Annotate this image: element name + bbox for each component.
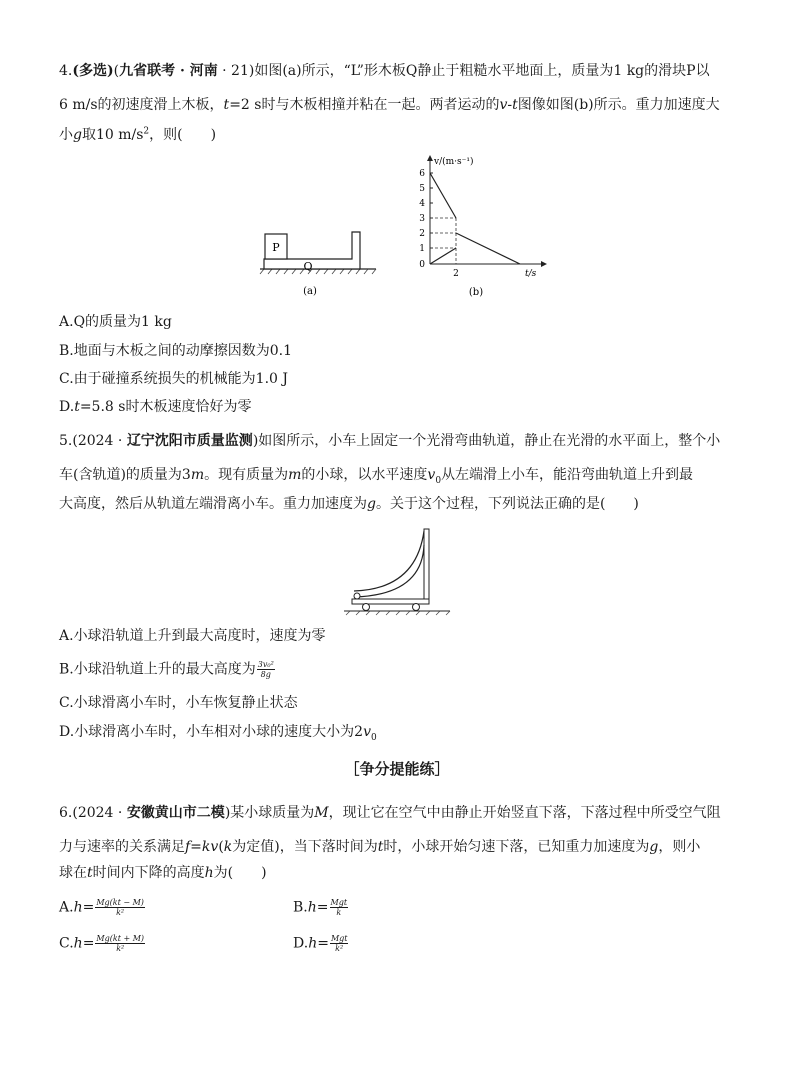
q4-source-tail: · 21) — [217, 63, 255, 79]
q5-option-a-text: 小球沿轨道上升到最大高度时，速度为零 — [73, 628, 326, 644]
q6-line2 — [59, 838, 700, 856]
q6-text-2b: ( — [218, 839, 224, 855]
q6-var-g: g — [649, 839, 659, 855]
q6-option-a-h: h= — [73, 899, 95, 916]
q4-option-b-text: 地面与木板之间的动摩擦因数为0.1 — [73, 343, 293, 359]
q6-text-1b: ，现让它在空气中由静止开始竖直下落，下落过程中所受空气阻 — [328, 805, 721, 821]
q5-option-d-text: 小球滑离小车时，小车相对小球的速度大小为2 — [74, 724, 364, 740]
q5-option-a-label: A. — [59, 628, 74, 644]
q5-option-d-label: D. — [59, 724, 75, 740]
q5-source: 辽宁沈阳市质量监测 — [126, 433, 253, 449]
q6-option-c[interactable] — [59, 934, 146, 953]
q4-option-a-label: A. — [59, 314, 74, 330]
cart-wall — [424, 529, 429, 599]
guide-lines — [430, 218, 456, 264]
q5-source-open: (2024 · — [72, 433, 127, 449]
q4-text-2c: 图像如图(b)所示。重力加速度大 — [517, 97, 720, 113]
v-tick-3: 3 — [419, 214, 425, 224]
q6-var-h: h — [204, 865, 214, 881]
v-tick-5: 5 — [419, 184, 425, 194]
q4-var-g: g — [73, 127, 82, 143]
ground-hatch — [260, 269, 376, 274]
q4-option-a[interactable] — [59, 313, 172, 331]
q4-text-3a: 小 — [59, 127, 73, 143]
q6-text-2d: 时，小球开始匀速下落，已知重力加速度为 — [383, 839, 650, 855]
fig-a-caption: (a) — [303, 286, 317, 297]
q4-option-b-label: B. — [59, 343, 74, 359]
fraction-numerator: Mg(kt − M) — [96, 898, 144, 907]
q4-option-a-text: Q的质量为1 kg — [73, 314, 172, 330]
q5-option-b-text: 小球沿轨道上升的最大高度为 — [73, 661, 256, 678]
q6-option-d[interactable] — [293, 934, 349, 953]
q4-option-c-label: C. — [59, 371, 74, 387]
q4-figure-b — [408, 150, 558, 300]
q4-text-3b: 取10 m/s — [81, 127, 144, 143]
q5-cart-figure — [340, 525, 460, 617]
fraction-numerator: Mgt — [330, 898, 348, 907]
q4-var-vt: v-t — [499, 97, 518, 113]
q6-option-b-label: B. — [293, 899, 308, 916]
q-velocity-line — [430, 248, 456, 264]
q4-source: 九省联考 · 河南 — [119, 63, 218, 79]
curved-track-inner — [354, 531, 424, 591]
fraction-numerator: 3v₀² — [257, 660, 274, 669]
q6-var-t: t — [377, 839, 384, 855]
q5-option-c-text: 小球滑离小车时，小车恢复静止状态 — [73, 695, 298, 711]
cart-wheel-right — [413, 604, 420, 611]
ball — [354, 593, 360, 599]
q6-text-2e: ，则小 — [658, 839, 701, 855]
q4-text-1: 如图(a)所示，“L”形木板Q静止于粗糙水平地面上，质量为1 kg的滑块P以 — [254, 63, 710, 79]
v-tick-4: 4 — [419, 199, 425, 209]
q6-var-f: f=kv — [185, 839, 219, 855]
q6-option-c-h: h= — [73, 935, 95, 952]
q5-var-m: m — [190, 467, 205, 483]
q4-tag: (多选) — [72, 63, 114, 79]
fraction-numerator: Mgt — [330, 934, 348, 943]
block-p-label: P — [272, 241, 280, 254]
q6-source-open: (2024 · — [72, 805, 127, 821]
q6-text-3b: 时间内下降的高度 — [92, 865, 205, 881]
fraction-denominator: k² — [116, 908, 125, 917]
fraction-numerator: Mg(kt + M) — [96, 934, 145, 943]
q5-line3 — [59, 495, 639, 513]
v-axis-label: v/(m·s⁻¹) — [434, 157, 474, 167]
q5-option-b-fraction — [257, 660, 275, 679]
q5-text-2d: 从左端滑上小车，能沿弯曲轨道上升到最 — [441, 467, 694, 483]
q5-text-3b: 。关于这个过程，下列说法正确的是( ) — [375, 496, 639, 512]
q6-text-3c: 为( ) — [213, 865, 267, 881]
v-tick-2: 2 — [419, 229, 425, 239]
q4-option-c[interactable] — [59, 370, 288, 388]
q5-text-3a: 大高度，然后从轨道左端滑离小车。重力加速度为 — [59, 496, 367, 512]
q5-text-2c: 的小球，以水平速度 — [301, 467, 428, 483]
t-axis-label: t/s — [525, 269, 537, 279]
q4-option-d-text: =5.8 s时木板速度恰好为零 — [79, 399, 252, 415]
q4-option-d[interactable] — [59, 398, 251, 416]
q6-option-a-fraction — [95, 898, 145, 917]
q5-option-b-label: B. — [59, 661, 74, 678]
v-tick-0: 0 — [419, 260, 425, 270]
q5-line1 — [59, 432, 720, 450]
q6-number: 6. — [59, 805, 73, 821]
q6-line3 — [59, 864, 267, 882]
q6-text-2c: 为定值)，当下落时间为 — [232, 839, 378, 855]
q4-var-t: t — [223, 97, 230, 113]
cart-base — [352, 599, 429, 604]
q6-option-d-fraction — [330, 934, 349, 953]
q5-var-v: v — [427, 467, 436, 483]
q4-line2 — [59, 96, 720, 114]
q6-line1 — [59, 804, 721, 822]
q5-option-d-sub: 0 — [371, 732, 377, 743]
q4-option-d-label: D. — [59, 399, 75, 415]
combined-velocity-line — [456, 233, 520, 264]
fraction-denominator: k² — [335, 944, 344, 953]
q6-option-a-label: A. — [59, 899, 74, 916]
q6-text-2a: 力与速率的关系满足 — [59, 839, 185, 855]
q6-source: 安徽黄山市二模 — [126, 805, 225, 821]
v-tick-6: 6 — [419, 169, 425, 179]
q4-sup: 2 — [143, 126, 150, 137]
q6-option-c-fraction — [95, 934, 145, 953]
q6-option-b-fraction — [330, 898, 349, 917]
q4-option-c-text: 由于碰撞系统损失的机械能为1.0 J — [73, 371, 288, 387]
q6-option-d-label: D. — [293, 935, 309, 952]
section-title: ［争分提能练］ — [344, 760, 450, 778]
q4-option-b[interactable] — [59, 342, 292, 360]
fraction-denominator: k² — [116, 944, 125, 953]
fraction-denominator: 8g — [260, 670, 271, 679]
q5-option-d[interactable] — [59, 723, 377, 741]
q5-text-2a: 车(含轨道)的质量为3 — [59, 467, 191, 483]
q5-var-g: g — [367, 496, 376, 512]
q6-option-d-h: h= — [308, 935, 329, 952]
v-ticks — [419, 169, 425, 270]
q5-text-1: 如图所示，小车上固定一个光滑弯曲轨道，静止在光滑的水平面上，整个小 — [258, 433, 721, 449]
q4-source-open: ( — [113, 63, 120, 79]
q4-figure-a — [256, 226, 380, 298]
q5-option-d-var: v — [363, 724, 372, 740]
q6-option-b-h: h= — [307, 899, 329, 916]
q5-source-close: ) — [252, 433, 259, 449]
q6-option-a[interactable] — [59, 898, 146, 917]
q6-text-1a: 某小球质量为 — [230, 805, 315, 821]
q6-var-M: M — [314, 805, 329, 821]
q5-option-a[interactable] — [59, 627, 326, 645]
q5-sub: 0 — [435, 475, 442, 486]
q6-text-3a: 球在 — [59, 865, 87, 881]
q4-text-2b: =2 s时与木板相撞并粘在一起。两者运动的 — [229, 97, 500, 113]
q5-option-c-label: C. — [59, 695, 74, 711]
q5-option-b[interactable] — [59, 660, 276, 679]
v-tick-1: 1 — [419, 244, 425, 254]
q6-option-b[interactable] — [293, 898, 349, 917]
q4-line3 — [59, 126, 216, 144]
q4-option-d-var: t — [74, 399, 80, 415]
cart-wheel-left — [363, 604, 370, 611]
q6-var-k: k — [223, 839, 233, 855]
q4-line1 — [59, 62, 710, 80]
q6-option-c-label: C. — [59, 935, 74, 952]
q6-source-close: ) — [224, 805, 231, 821]
q5-line2 — [59, 466, 693, 484]
q5-var-m2: m — [288, 467, 302, 483]
fig-b-caption: (b) — [468, 287, 484, 298]
q5-option-c[interactable] — [59, 694, 298, 712]
board-q-label: Q — [303, 260, 313, 273]
t-tick-2: 2 — [453, 269, 459, 279]
q4-text-2a: 6 m/s的初速度滑上木板， — [59, 97, 224, 113]
q4-text-3c: ，则( ) — [149, 127, 217, 143]
q4-number: 4. — [59, 63, 73, 79]
q6-var-t2: t — [87, 865, 93, 881]
curved-track-outer — [354, 545, 424, 597]
q5-text-2b: 。现有质量为 — [204, 467, 289, 483]
p-velocity-line — [430, 173, 456, 218]
fraction-denominator: k — [336, 908, 342, 917]
q5-number: 5. — [59, 433, 73, 449]
